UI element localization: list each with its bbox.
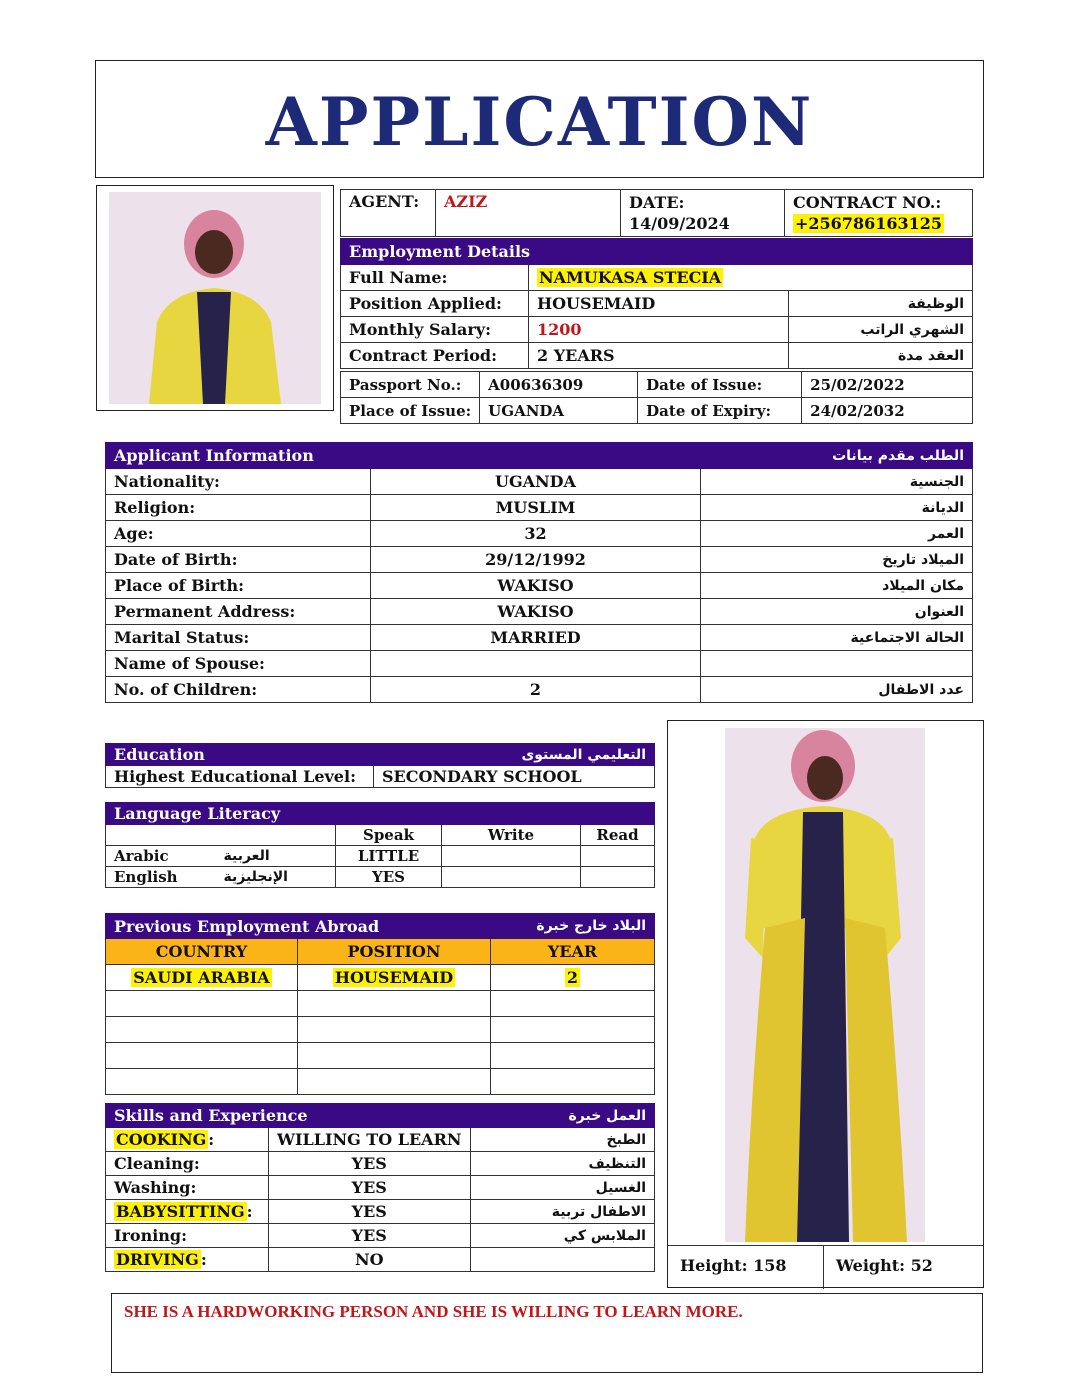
applicant-label: Religion: [106, 495, 371, 521]
passport-no-value: A00636309 [480, 372, 638, 398]
salary-value: 1200 [529, 317, 789, 343]
position-value: HOUSEMAID [529, 291, 789, 317]
applicant-value: 32 [371, 521, 701, 547]
education-level-value: SECONDARY SCHOOL [374, 766, 655, 788]
applicant-value: MARRIED [371, 625, 701, 651]
previous-empty-row [106, 1069, 655, 1095]
position-ar: الوظيفة [789, 291, 973, 317]
date-label: DATE: [629, 193, 685, 212]
applicant-row [106, 469, 973, 495]
employment-details-table [340, 238, 973, 369]
previous-col-position: POSITION [298, 939, 491, 965]
applicant-value: 29/12/1992 [371, 547, 701, 573]
applicant-label: Permanent Address: [106, 599, 371, 625]
language-english: English [106, 867, 216, 888]
skill-label: Washing [114, 1178, 191, 1197]
agent-label: AGENT: [341, 190, 436, 237]
skill-label: BABYSITTING [116, 1202, 245, 1221]
skill-row: Ironing: YES الملابس كي [106, 1224, 655, 1248]
salary-label: Monthly Salary: [341, 317, 529, 343]
full-name-label: Full Name: [341, 265, 529, 291]
passport-no-label: Passport No.: [341, 372, 480, 398]
passport-table [340, 371, 973, 424]
previous-header: Previous Employment Abroad [106, 914, 491, 939]
applicant-value: 2 [371, 677, 701, 703]
skill-ar: الملابس كي [470, 1224, 655, 1248]
applicant-value [371, 651, 701, 677]
previous-position: HOUSEMAID [334, 968, 454, 987]
skill-ar [470, 1248, 655, 1272]
salary-ar: الشهري الراتب [789, 317, 973, 343]
language-arabic-ar: العربية [216, 846, 336, 867]
period-label: Contract Period: [341, 343, 529, 369]
education-table [105, 743, 655, 788]
skill-ar: الطبخ [470, 1128, 655, 1152]
remark-box [111, 1293, 983, 1373]
contract-cell [785, 190, 973, 237]
title-box [95, 60, 984, 178]
applicant-header: Applicant Information [106, 443, 701, 469]
applicant-row [106, 547, 973, 573]
applicant-info-table [105, 442, 973, 703]
portrait-photo [109, 192, 321, 404]
skill-value: WILLING TO LEARN [269, 1128, 471, 1152]
full-name-value: NAMUKASA STECIA [539, 268, 722, 287]
applicant-ar: الميلاد تاريخ [701, 547, 973, 573]
language-english-ar: الإنجليزية [216, 867, 336, 888]
previous-empty-row [106, 1043, 655, 1069]
skills-table [105, 1103, 655, 1272]
portrait-photo-frame [96, 185, 334, 411]
issue-place-value: UGANDA [480, 398, 638, 424]
language-english-read [580, 867, 654, 888]
language-arabic-read [580, 846, 654, 867]
date-value: 14/09/2024 [629, 214, 730, 233]
previous-header-ar: البلاد خارج خبرة [491, 914, 655, 939]
employment-header: Employment Details [341, 239, 973, 265]
date-cell [621, 190, 785, 237]
applicant-header-ar: الطلب مقدم بيانات [701, 443, 973, 469]
full-body-photo [725, 728, 925, 1242]
language-header: Language Literacy [106, 803, 655, 825]
skill-label: Cleaning [114, 1154, 194, 1173]
skill-ar: التنظيف [470, 1152, 655, 1176]
skill-value: YES [269, 1224, 471, 1248]
full-body-figure-icon [725, 728, 925, 1242]
issue-date-value: 25/02/2022 [802, 372, 973, 398]
applicant-ar: عدد الاطفال [701, 677, 973, 703]
language-arabic-write [441, 846, 580, 867]
skills-header: Skills and Experience [106, 1104, 471, 1128]
portrait-figure-icon [109, 192, 321, 404]
applicant-label: Date of Birth: [106, 547, 371, 573]
issue-date-label: Date of Issue: [638, 372, 802, 398]
education-level-label: Highest Educational Level: [106, 766, 374, 788]
skill-row: COOKING : WILLING TO LEARN الطبخ [106, 1128, 655, 1152]
skill-ar: الاطفال تربية [470, 1200, 655, 1224]
remark-text: SHE IS A HARDWORKING PERSON AND SHE IS WILLING TO LEARN MORE. [124, 1302, 743, 1321]
applicant-row [106, 651, 973, 677]
applicant-ar: الجنسية [701, 469, 973, 495]
skill-value: YES [269, 1152, 471, 1176]
skill-label: Ironing [114, 1226, 182, 1245]
previous-empty-row [106, 1017, 655, 1043]
applicant-value: MUSLIM [371, 495, 701, 521]
skill-value: YES [269, 1176, 471, 1200]
language-english-speak: YES [335, 867, 441, 888]
previous-empty-row [106, 991, 655, 1017]
previous-col-country: COUNTRY [106, 939, 298, 965]
agent-date-contract-table [340, 189, 973, 237]
applicant-value: UGANDA [371, 469, 701, 495]
language-arabic: Arabic [106, 846, 216, 867]
language-table [105, 802, 655, 888]
previous-year: 2 [566, 968, 579, 987]
language-arabic-speak: LITTLE [335, 846, 441, 867]
height-value: Height: 158 [680, 1256, 787, 1275]
applicant-row [106, 625, 973, 651]
issue-place-label: Place of Issue: [341, 398, 480, 424]
applicant-ar: العمر [701, 521, 973, 547]
language-col-read: Read [580, 825, 654, 846]
skill-value: NO [269, 1248, 471, 1272]
previous-col-year: YEAR [491, 939, 655, 965]
applicant-row [106, 521, 973, 547]
skill-row: Cleaning: YES التنظيف [106, 1152, 655, 1176]
applicant-label: Nationality: [106, 469, 371, 495]
previous-employment-table [105, 913, 655, 1095]
contract-value: +256786163125 [795, 214, 942, 233]
applicant-label: No. of Children: [106, 677, 371, 703]
applicant-row [106, 677, 973, 703]
applicant-ar: الديانة [701, 495, 973, 521]
contract-label: CONTRACT NO.: [793, 193, 942, 212]
applicant-label: Marital Status: [106, 625, 371, 651]
agent-value: AZIZ [436, 190, 621, 237]
applicant-ar: مكان الميلاد [701, 573, 973, 599]
applicant-row [106, 599, 973, 625]
skill-ar: الغسيل [470, 1176, 655, 1200]
language-english-write [441, 867, 580, 888]
skills-header-ar: العمل خبرة [470, 1104, 655, 1128]
expiry-date-label: Date of Expiry: [638, 398, 802, 424]
skill-row: BABYSITTING : YES الاطفال تربية [106, 1200, 655, 1224]
skill-value: YES [269, 1200, 471, 1224]
skill-label: COOKING [116, 1130, 207, 1149]
applicant-value: WAKISO [371, 573, 701, 599]
previous-country: SAUDI ARABIA [133, 968, 270, 987]
skill-row: Washing: YES الغسيل [106, 1176, 655, 1200]
period-ar: العقد مدة [789, 343, 973, 369]
skill-row: DRIVING : NO [106, 1248, 655, 1272]
page-title: APPLICATION [265, 83, 814, 161]
education-header-ar: التعليمي المستوى [374, 744, 655, 766]
period-value: 2 YEARS [529, 343, 789, 369]
applicant-value: WAKISO [371, 599, 701, 625]
applicant-row [106, 573, 973, 599]
weight-value: Weight: 52 [836, 1256, 933, 1275]
position-label: Position Applied: [341, 291, 529, 317]
full-body-photo-frame [667, 720, 984, 1288]
expiry-date-value: 24/02/2032 [802, 398, 973, 424]
language-col-write: Write [441, 825, 580, 846]
education-header: Education [106, 744, 374, 766]
applicant-row [106, 495, 973, 521]
skill-label: DRIVING [116, 1250, 199, 1269]
applicant-ar: العنوان [701, 599, 973, 625]
applicant-label: Name of Spouse: [106, 651, 371, 677]
applicant-ar: الحالة الاجتماعية [701, 625, 973, 651]
applicant-label: Age: [106, 521, 371, 547]
applicant-label: Place of Birth: [106, 573, 371, 599]
language-col-speak: Speak [335, 825, 441, 846]
applicant-ar [701, 651, 973, 677]
